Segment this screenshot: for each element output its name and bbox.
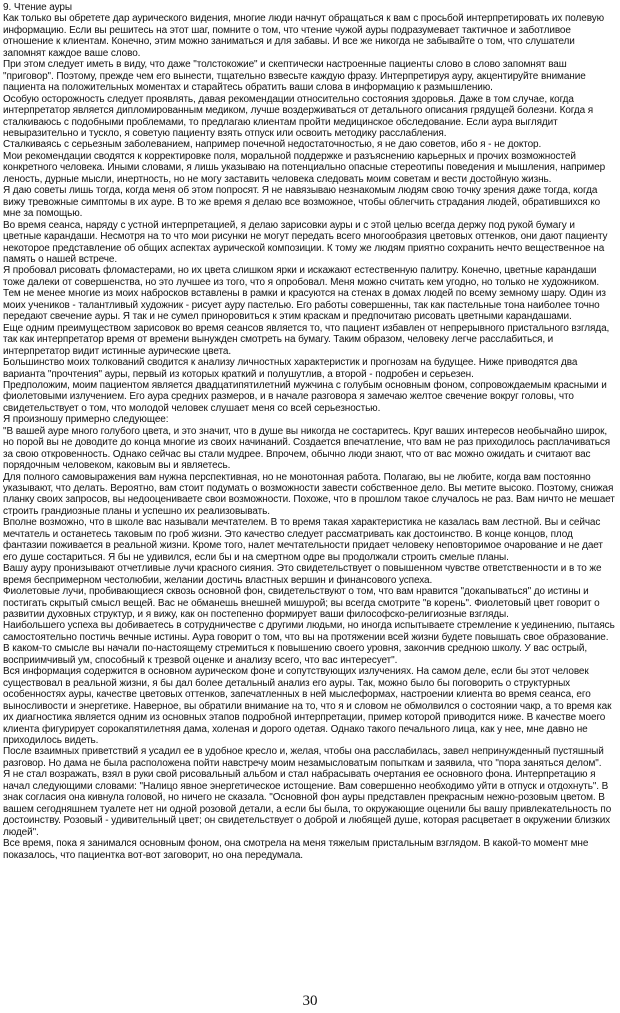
- page-number: 30: [302, 993, 318, 1009]
- paragraph: При этом следует иметь в виду, что даже "толстокожие" и скептически настроенные пациенты слово в слово запомнят ваш "приговор". Поэтому, прежде чем его вынести, тщательно взвесьте каждую фразу. Интерпретируя ауру, акцентируйте внимание пациента на положительных моментах и старайтесь обратить ваши слова в информацию к размышлению.: [3, 59, 586, 94]
- paragraph: Вся информация содержится в основном аурическом фоне и сопутствующих излучениях. На самом деле, если бы этот человек существовал в реальной жизни, я бы дал более детальный анализ его ауры. Так, можно было бы поговорить о структурных особенностях ауры, качестве цветовых оттенков, запечатленных в ней мыслеформах, настроении клиента во время сеанса, его выносливости и энергетике. Наверное, вы обратили внимание на то, что я и словом не обмолвился о состоянии чакр, а то время как их диагностика является одним из основных этапов подробной интерпретации, пример которой приводится ниже. В качестве моего клиента фигурирует сорокапятилетняя дама, холеная и дорого одетая. Однако такого печального лица, как у нее, мне давно не приходилось видеть.: [3, 666, 612, 746]
- paragraph: Фиолетовые лучи, пробивающиеся сквозь основной фон, свидетельствуют о том, что вам нравится "докапываться" до истины и постигать скрытый смысл вещей. Вас не обманешь внешней мишурой; вы всегда смотрите "в корень". Фиолетовый цвет говорит о развитии духовных структур, и я вижу, как он постепенно формирует ваши философско-религиозные взгляды.: [3, 586, 600, 621]
- paragraph: Сталкиваясь с серьезным заболеванием, например почечной недостаточностью, я не даю советов, ибо я - не доктор.: [3, 139, 542, 151]
- paragraph: После взаимных приветствий я усадил ее в удобное кресло и, желая, чтобы она расслабилась, завел непринужденный пустяшный разговор. Но дама не была расположена пойти навстречу моим незамысловатым попыткам и заявила, что "пора заняться делом".: [3, 746, 604, 769]
- paragraph: Вашу ауру пронизывают отчетливые лучи красного сияния. Это свидетельствует о повышенном чувстве ответственности и в то же время беспримерном честолюбии, желании достичь властных вершин и финансового успеха.: [3, 563, 602, 586]
- paragraph: Предположим, моим пациентом является двадцатипятилетний мужчина с голубым основным фоном, сопровождаемым красными и фиолетовыми излучением. Его аура средних размеров, и в начале разговора я замечаю желтое свечение вокруг головы, что свидетельствует о том, что молодой человек слушает меня со всей серьезностью.: [3, 379, 607, 414]
- chapter-title: 9. Чтение ауры: [3, 2, 72, 13]
- paragraph: Большинство моих толкований сводится к анализу личностных характеристик и прогнозам на будущее. Ниже приводятся два варианта "прочтения" ауры, первый из которых краткий и полушутлив, а второй - подробен и серьезен.: [3, 357, 578, 380]
- paragraph: Еще одним преимуществом зарисовок во время сеансов является то, что пациент избавлен от непрерывного пристального взгляда, так как интерпретатор время от времени вынужден смотреть на бумагу. Таким образом, человеку легче расслабиться, и интерпретатор видит истинные аурические цвета.: [3, 322, 610, 357]
- paragraph: Как только вы обретете дар аурического видения, многие люди начнут обращаться к вам с просьбой интерпретировать их полевую информацию. Если вы решитесь на этот шаг, помните о том, что чтение чужой ауры подразумевает тактичное и заботливое отношение к клиентам. Конечно, этим можно заниматься и для забавы. И все же никогда не забывайте о том, что слушатели запомнят каждое ваше слово.: [3, 13, 604, 59]
- paragraph: Для полного самовыражения вам нужна перспективная, но не монотонная работа. Полагаю, вы не любите, когда вам постоянно указывают, что делать. Вероятно, вам стоит подумать о возможности завести собственное дело. Вы метите высоко. Поэтому, снижая планку своих запросов, вы недооцениваете свои возможности. Похоже, что в прошлом такое случалось не раз. Вам ничто не мешает строить грандиозные планы и успешно их реализовывать.: [3, 471, 615, 517]
- paragraph: "В вашей ауре много голубого цвета, и это значит, что в душе вы никогда не состаритесь. Круг ваших интересов необычайно широк, но порой вы не доводите до конца многие из своих начинаний. Создается впечатление, что вам не раз приходилось расплачиваться за свою откровенность. Однако сейчас вы стали мудрее. Впрочем, обычно люди знают, что от вас можно ожидать и считают вас порядочным человеком, каковым вы и являетесь.: [3, 425, 611, 472]
- paragraph: Я пробовал рисовать фломастерами, но их цвета слишком ярки и искажают естественную палитру. Конечно, цветные карандаши тоже далеки от совершенства, но это лучшее из того, что я опробовал. Меня можно считать кем угодно, но только не художником. Тем не менее многие из моих набросков вставлены в рамки и красуются на стенах в домах людей по всему земному шару. Один из моих учеников - талантливый художник - рисует ауру пастелью. Его работы совершенны, так как пастельные тона наиболее точно передают свечение ауры. Я так и не сумел приноровиться к этим краскам и предпочитаю рисовать цветными карандашами.: [3, 265, 606, 323]
- paragraph: Вполне возможно, что в школе вас называли мечтателем. В то время такая характеристика не казалась вам лестной. Вы и сейчас мечтатель и останетесь таковым по гроб жизни. Это качество следует рассматривать как достоинство. В конце концов, плод фантазии поживается в реальной жизни. Кроме того, налет мечтательности придает человеку неповторимое очарование и не дает его душе состариться. Я бы не удивился, если бы и на смертном одре вы продолжали строить смелые планы.: [3, 517, 603, 563]
- paragraph: Все время, пока я занимался основным фоном, она смотрела на меня тяжелым пристальным взглядом. В какой-то момент мне показалось, что пациентка вот-вот заговорит, но она передумала.: [3, 838, 589, 861]
- document-page: [3, 2, 615, 861]
- paragraph: Я произношу примерно следующее:: [3, 414, 169, 426]
- paragraph: Особую осторожность следует проявлять, давая рекомендации относительно состояния здоровья. Даже в том случае, когда интерпретатор является дипломированным медиком, лучше воздерживаться от детального описания грядущей болезни. Когда я сталкиваюсь с подобными проблемами, то предлагаю клиентам пройти медицинское обследование. Если аура выглядит невыразительно и тускло, я советую пациенту взять отпуск или освоить методику расслабления.: [3, 93, 594, 139]
- paragraph: Во время сеанса, наряду с устной интерпретацией, я делаю зарисовки ауры и с этой целью всегда держу под рукой бумагу и цветные карандаши. Несмотря на то что мои рисунки не могут передать всего многообразия цветовых оттенков, они дают пациенту некоторое представление об общих аспектах аурической композиции. К тому же людям приятно сохранить нечто вещественное на память о нашей встрече.: [3, 219, 608, 265]
- paragraph: Я не стал возражать, взял в руки свой рисовальный альбом и стал набрасывать очертания ее основного фона. Интерпретацию я начал следующими словами: "Налицо явное энергетическое истощение. Вам совершенно необходимо уйти в отпуск и отдохнуть". В знак согласия она кивнула головой, но ничего не сказала. "Основной фон ауры представлен прекрасным нежно-розовым цветом. В вашем сегодняшнем туалете нет ни одной розовой детали, а если бы была, то окружающие оценили бы вашу привлекательность по достоинству. Розовый - удивительный цвет; он свидетельствует о доброй и любящей душе, которая расцветает в окружении близких людей".: [3, 769, 612, 838]
- paragraph: Я даю советы лишь тогда, когда меня об этом попросят. Я не навязываю незнакомым людям свою точку зрения даже тогда, когда вижу тревожные симптомы в их ауре. В то же время я делаю все возможное, чтобы облегчить страдания людей, обратившихся ко мне за помощью.: [3, 185, 601, 220]
- paragraph: Мои рекомендации сводятся к корректировке поля, моральной поддержке и разъяснению карьерных и прочих возможностей конкретного человека. Иными словами, я лишь указываю на потенциально опасные стереотипы поведения и мышления, например леность, дурные мысли, инертность, но не могу заставить человека следовать моим советам и вести достойную жизнь.: [3, 150, 606, 185]
- paragraph: Наибольшего успеха вы добиваетесь в сотрудничестве с другими людьми, но иногда испытываете стремление к уединению, пытаясь самостоятельно постичь вечные истины. Аура говорит о том, что вы на протяжении всей жизни будете повышать свое образование. В каком-то смысле вы начали по-настоящему стремиться к повышению своего уровня, закончив среднюю школу. У вас острый, восприимчивый ум, способный к трезвой оценке и анализу всего, что вас интересует".: [3, 620, 615, 666]
